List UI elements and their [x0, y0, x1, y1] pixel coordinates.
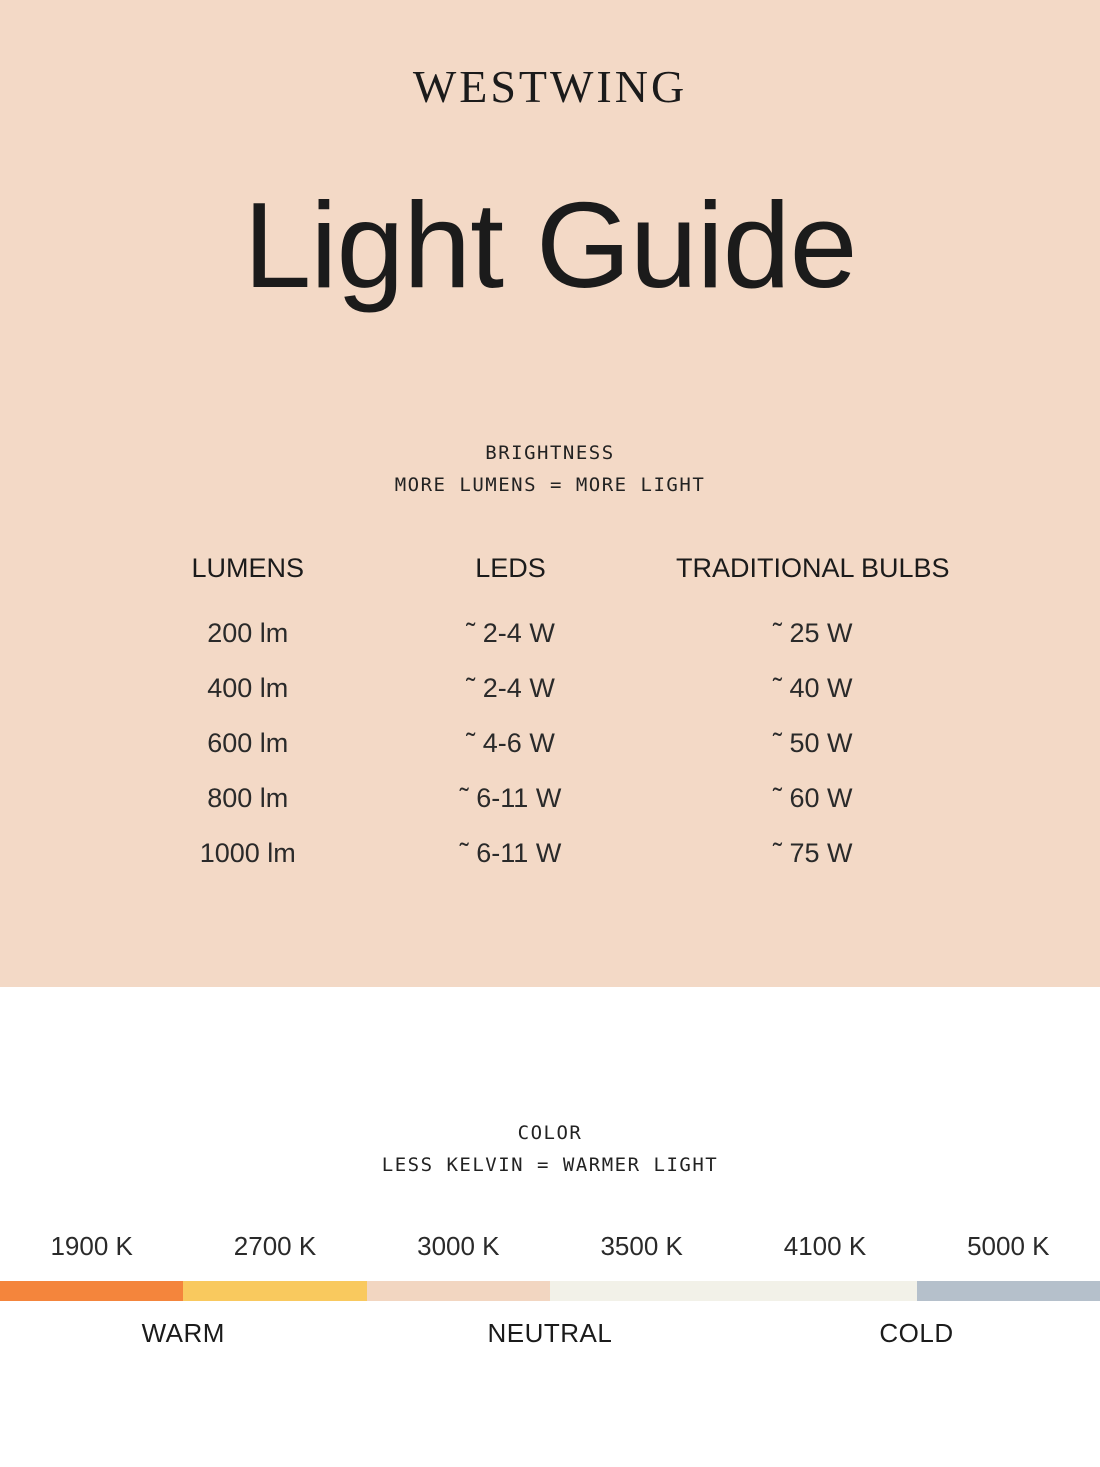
column-header-traditional-bulbs: TRADITIONAL BULBS [676, 553, 950, 583]
color-temperature-bar [0, 1281, 1100, 1301]
kelvin-label: 4100 K [783, 1231, 867, 1261]
color-caption-line2: LESS KELVIN = WARMER LIGHT [381, 1154, 719, 1176]
cell-traditional-bulbs: ˜ 25 W [773, 618, 853, 648]
temperature-label-neutral: NEUTRAL [487, 1318, 613, 1348]
cell-traditional-bulbs: ˜ 75 W [773, 838, 853, 868]
kelvin-scale-labels [0, 1231, 1100, 1262]
color-swatch-2700k [183, 1281, 366, 1301]
temperature-label-cold: COLD [879, 1318, 954, 1348]
brightness-section-caption [0, 437, 1100, 501]
color-swatch-3500k [550, 1281, 733, 1301]
cell-traditional-bulbs: ˜ 40 W [773, 673, 853, 703]
kelvin-label: 2700 K [233, 1231, 317, 1261]
cell-leds: ˜ 6-11 W [459, 783, 562, 813]
kelvin-label: 3000 K [417, 1231, 500, 1261]
cell-lumens: 800 lm [207, 783, 289, 813]
table-row [112, 771, 988, 826]
color-section-caption [0, 1117, 1100, 1181]
temperature-category-labels [0, 1318, 1100, 1349]
brand-wordmark: WESTWING [412, 61, 688, 112]
kelvin-label: 3500 K [600, 1231, 683, 1261]
cell-traditional-bulbs: ˜ 50 W [773, 728, 853, 758]
cell-leds: ˜ 4-6 W [466, 728, 555, 758]
table-row [112, 661, 988, 716]
column-header-leds: LEDS [475, 553, 546, 583]
cell-lumens: 1000 lm [199, 838, 296, 868]
brightness-caption-line2: MORE LUMENS = MORE LIGHT [394, 474, 706, 496]
kelvin-label: 5000 K [967, 1231, 1050, 1261]
color-caption-line1: COLOR [517, 1122, 583, 1144]
table-header-row [112, 552, 988, 606]
color-swatch-3000k [367, 1281, 550, 1301]
temperature-label-warm: WARM [141, 1318, 225, 1348]
cell-lumens: 400 lm [207, 673, 289, 703]
kelvin-label: 1900 K [50, 1231, 133, 1261]
cell-leds: ˜ 6-11 W [459, 838, 562, 868]
table-row [112, 826, 988, 881]
table-row [112, 606, 988, 661]
cell-traditional-bulbs: ˜ 60 W [773, 783, 853, 813]
color-swatch-1900k [0, 1281, 183, 1301]
cell-leds: ˜ 2-4 W [466, 618, 555, 648]
column-header-lumens: LUMENS [191, 553, 305, 583]
lumens-comparison-table [112, 552, 988, 881]
color-swatch-4100k [733, 1281, 916, 1301]
page-title: Light Guide [243, 177, 857, 313]
color-swatch-5000k [917, 1281, 1100, 1301]
cell-lumens: 600 lm [207, 728, 289, 758]
cell-lumens: 200 lm [207, 618, 289, 648]
table-row [112, 716, 988, 771]
brightness-caption-line1: BRIGHTNESS [485, 442, 615, 464]
cell-leds: ˜ 2-4 W [466, 673, 555, 703]
